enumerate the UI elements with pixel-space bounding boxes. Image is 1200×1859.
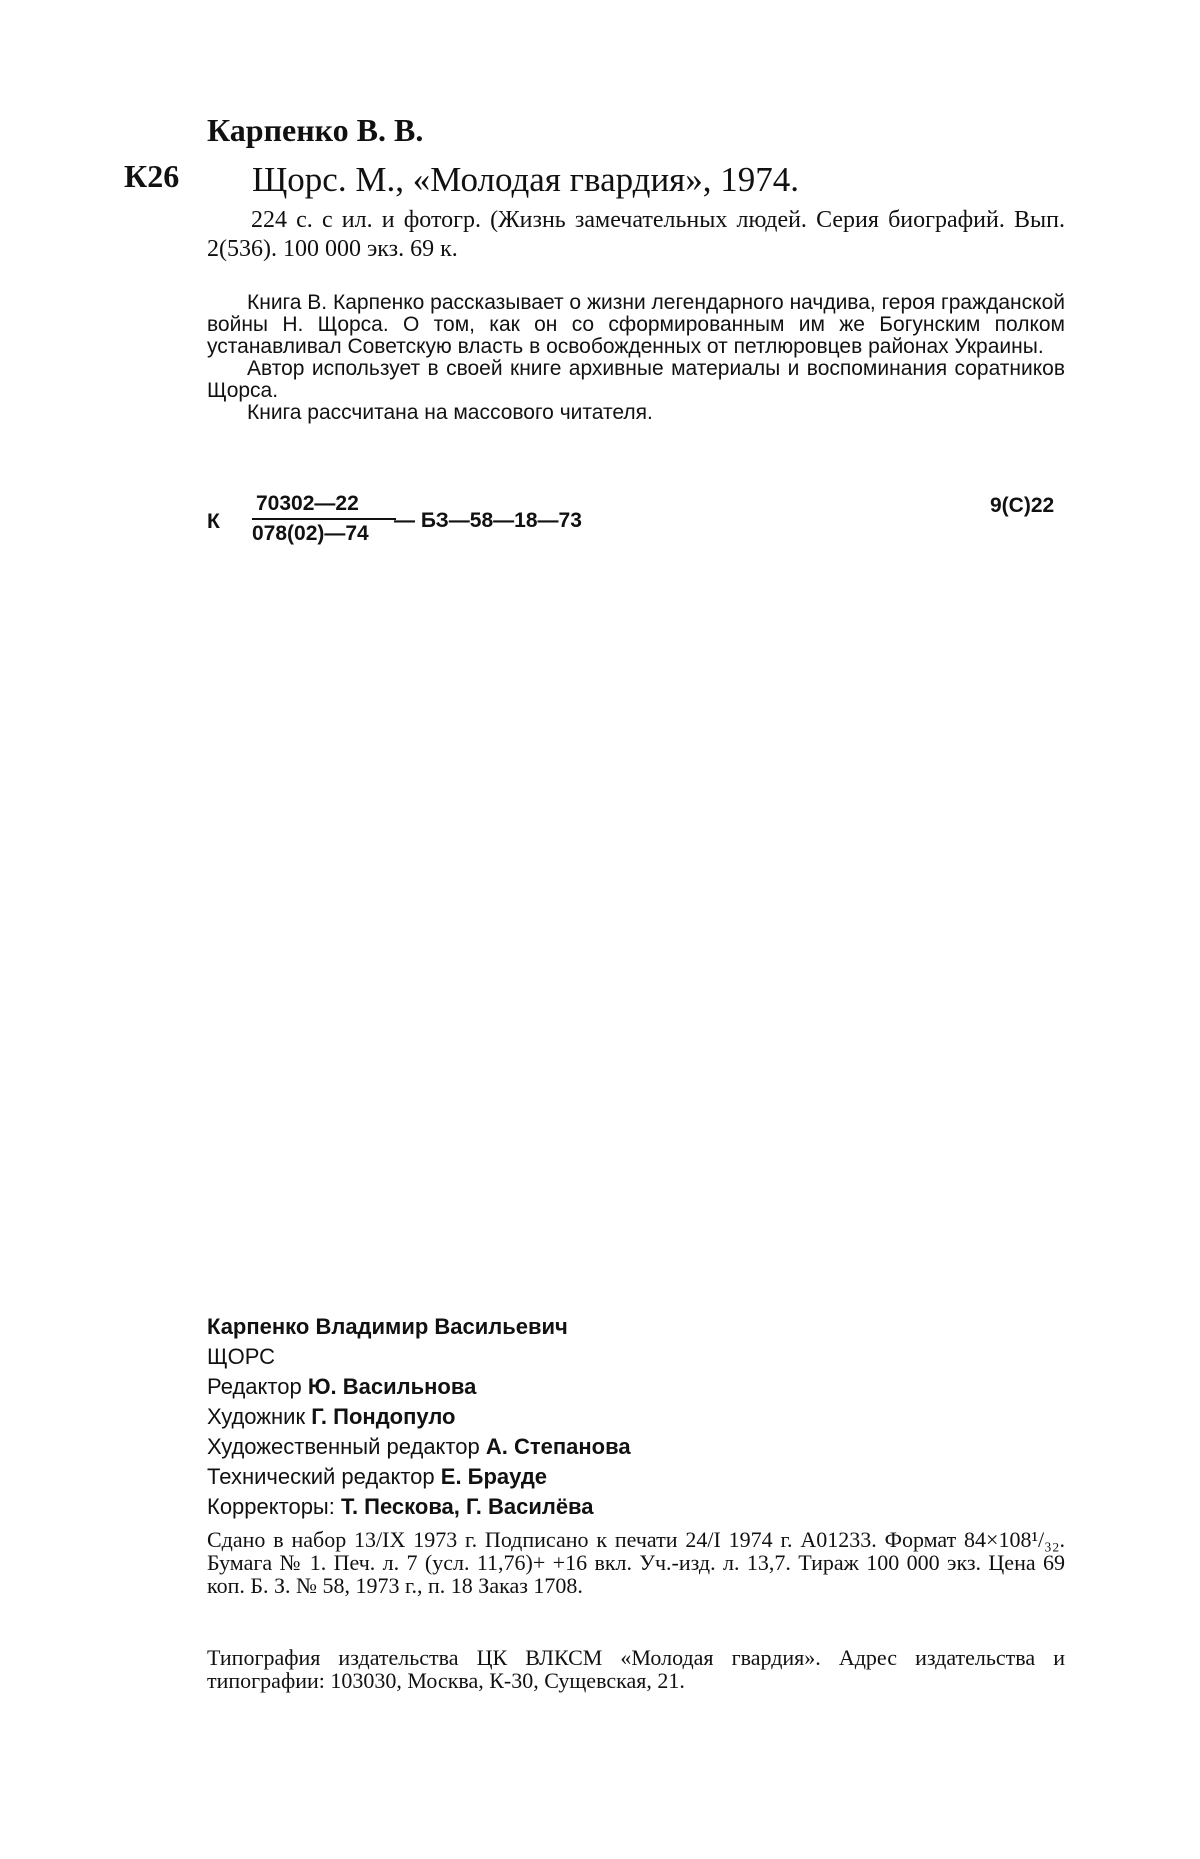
annotation [207,292,1065,424]
credits-full-name: Карпенко Владимир Васильевич [207,1314,568,1339]
bibliographic-details: 224 с. с ил. и фотогр. (Жизнь замечательных людей. Серия биографий. Вып. 2(536). 100 000 экз. 69 к. [207,207,1065,262]
credits-artist: Художник Г. Пондопуло [207,1404,456,1429]
classification-denominator: 078(02)—74 [252,522,369,545]
classification-tail: — БЗ—58—18—73 [394,509,582,532]
annotation-paragraph-1: Книга В. Карпенко рассказывает о жизни легендарного начдива, героя гражданской войны Н. Щорса. О том, как он со сформированным им же Богунским полком устанавливал Советскую власть в освобожденных от петлюровцев районах Украины. [207,291,1065,358]
catalog-index: К26 [124,158,180,194]
udk-code: 9(С)22 [990,494,1055,517]
classification-fraction [252,492,396,546]
author-heading: Карпенко В. В. [207,112,424,148]
classification-numerator: 70302—22 [252,492,396,520]
credits-proofreaders: Корректоры: Т. Пескова, Г. Василёва [207,1494,594,1519]
credits-block [207,1312,631,1522]
imprint-details: Сдано в набор 13/IX 1973 г. Подписано к печати 24/I 1974 г. А01233. Формат 84×108¹/₃₂. Бумага № 1. Печ. л. 7 (усл. 11,76)+ +16 вкл. Уч.-изд. л. 13,7. Тираж 100 000 экз. Цена 69 коп. Б. З. № 58, 1973 г., п. 18 Заказ 1708. [207,1527,1065,1598]
credits-editor: Редактор Ю. Васильнова [207,1374,477,1399]
credits-title-caps: ЩОРС [207,1344,276,1369]
credits-tech-editor: Технический редактор Е. Брауде [207,1464,548,1489]
credits-art-editor: Художественный редактор А. Степанова [207,1434,631,1459]
classification-prefix: К [207,510,220,533]
annotation-paragraph-3: Книга рассчитана на массового читателя. [247,401,653,424]
book-title: Щорс. М., «Молодая гвардия», 1974. [252,160,800,199]
annotation-paragraph-2: Автор использует в своей книге архивные материалы и воспоминания соратников Щорса. [207,357,1065,402]
printer-details: Типография издательства ЦК ВЛКСМ «Молодая гвардия». Адрес издательства и типографии: 103030, Москва, К-30, Сущевская, 21. [207,1645,1065,1693]
